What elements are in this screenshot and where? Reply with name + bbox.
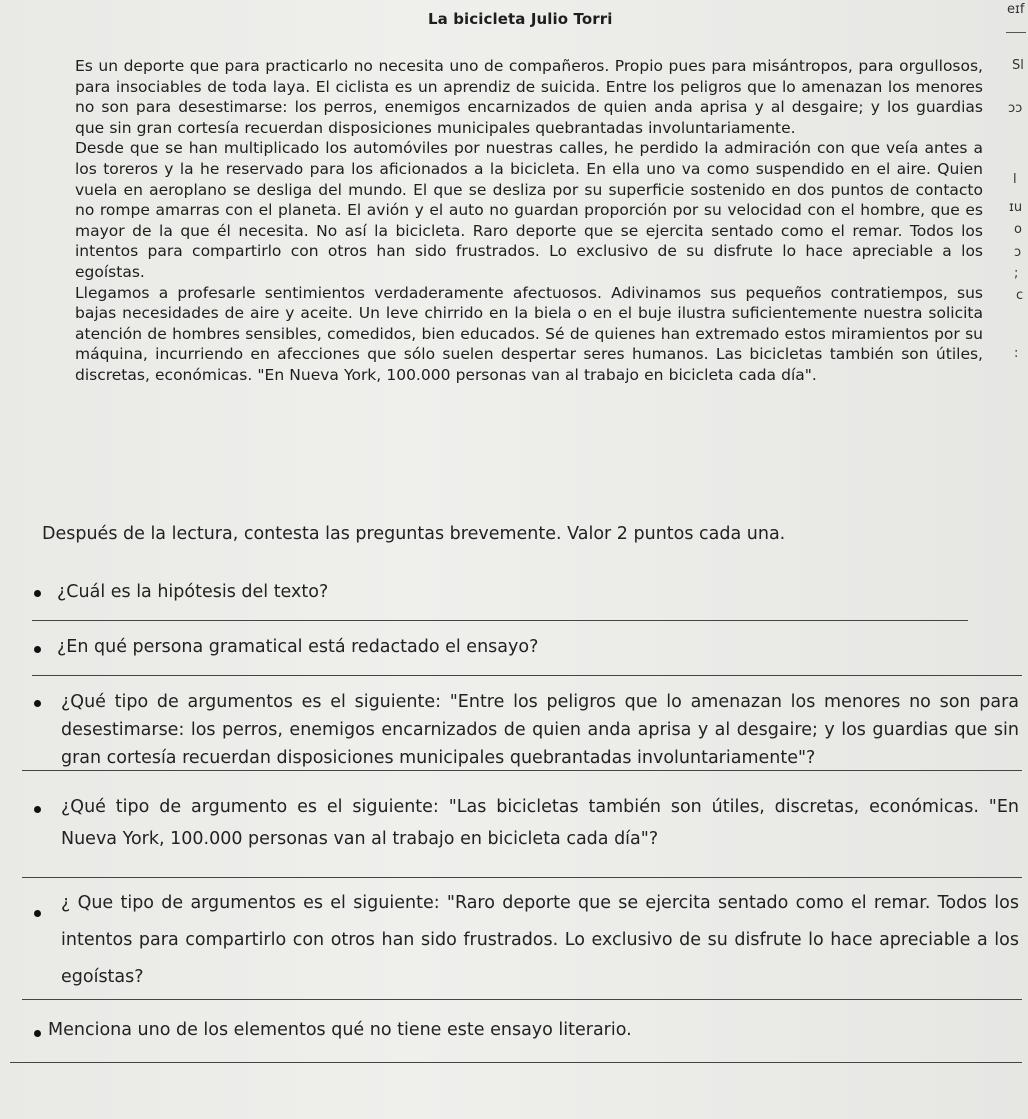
answer-line-5[interactable] — [22, 999, 1022, 1000]
answer-line-2[interactable] — [32, 675, 1022, 676]
answer-line-4[interactable] — [22, 877, 1022, 878]
answer-line-3[interactable] — [22, 770, 1022, 771]
margin-fragment: ɔ — [1014, 245, 1022, 260]
margin-fragment: o — [1014, 222, 1022, 237]
bullet-icon — [34, 646, 41, 653]
bullet-icon — [34, 806, 41, 813]
question-2: ¿En qué persona gramatical está redactado el ensayo? — [57, 637, 539, 657]
essay-paragraph: Llegamos a profesarle sentimientos verdaderamente afectuosos. Adivinamos sus pequeños contratiempos, sus bajas necesidades de aire y aceite. Un leve chirrido en la biela o en el buje ilustra suficientemente nuestra solicita atención de hombres sensibles, comedidos, bien educados. Sé de quienes han extremado estos miramientos por su máquina, incurriendo en afecciones que sólo suelen despertar seres humanos. Las bicicletas también son útiles, discretas, económicas. "En Nueva York, 100.000 personas van al trabajo en bicicleta cada día". — [75, 283, 983, 384]
corner-rule — [1006, 32, 1026, 33]
document-title: La bicicleta Julio Torri — [428, 10, 613, 28]
question-1: ¿Cuál es la hipótesis del texto? — [57, 582, 329, 602]
question-6: Menciona uno de los elementos qué no tiene este ensayo literario. — [48, 1020, 632, 1040]
margin-fragment: ɔɔ — [1008, 101, 1023, 116]
answer-line-6[interactable] — [10, 1062, 1022, 1063]
margin-fragment: c — [1016, 288, 1024, 303]
bullet-icon — [34, 590, 41, 597]
essay-text — [75, 56, 983, 386]
margin-fragment: ; — [1014, 266, 1019, 281]
instructions: Después de la lectura, contesta las preguntas brevemente. Valor 2 puntos cada una. — [42, 524, 786, 544]
corner-page-mark: eɪf — [1007, 2, 1025, 17]
essay-paragraph: Desde que se han multiplicado los automóviles por nuestras calles, he perdido la admiración con que veía antes a los toreros y la he reservado para los aficionados a la bicicleta. En ella uno va como suspendido en el aire. Quien vuela en aeroplano se desliga del mundo. El que se desliza por su superficie sostenido en dos puntos de contacto no rompe amarras con el planeta. El avión y el auto no guardan proporción por su velocidad con el hombre, que es mayor de la que él necesita. No así la bicicleta. Raro deporte que se ejercita sentado como el remar. Todos los intentos para compartirlo con otros han sido frustrados. Lo exclusivo de su disfrute lo hace apreciable a los egoístas. — [75, 139, 983, 281]
answer-line-1[interactable] — [32, 620, 968, 621]
question-3: ¿Qué tipo de argumentos es el siguiente: "Entre los peligros que lo amenazan los menores no son para desestimarse: los perros, enemigos encarnizados de quien anda aprisa y al desgaire; y los guardias que sin gran cortesía recuerdan disposiciones municipales quebrantadas involuntariamente"? — [61, 692, 1019, 768]
bullet-icon — [34, 700, 41, 707]
margin-fragment: ɪu — [1009, 200, 1023, 215]
bullet-icon — [34, 910, 41, 917]
bullet-icon — [34, 1030, 41, 1037]
question-5: ¿ Que tipo de argumentos es el siguiente: "Raro deporte que se ejercita sentado como el remar. Todos los intentos para compartirlo con otros han sido frustrados. Lo exclusivo de su disfrute lo hace apreciable a los egoístas? — [61, 893, 1019, 987]
essay-paragraph: Es un deporte que para practicarlo no necesita uno de compañeros. Propio pues para misántropos, para orgullosos, para insociables de toda laya. El ciclista es un aprendiz de suicida. Entre los peligros que lo amenazan los menores no son para desestimarse: los perros, enemigos encarnizados de quien anda aprisa y al desgaire; y los guardias que sin gran cortesía recuerdan disposiciones municipales quebrantadas involuntariamente. — [75, 57, 983, 137]
margin-fragment: l — [1013, 172, 1017, 187]
margin-fragment: : — [1014, 346, 1019, 361]
margin-fragment: Sl — [1012, 58, 1024, 73]
question-4: ¿Qué tipo de argumento es el siguiente: "Las bicicletas también son útiles, discretas, económicas. "En Nueva York, 100.000 personas van al trabajo en bicicleta cada día"? — [61, 797, 1019, 849]
